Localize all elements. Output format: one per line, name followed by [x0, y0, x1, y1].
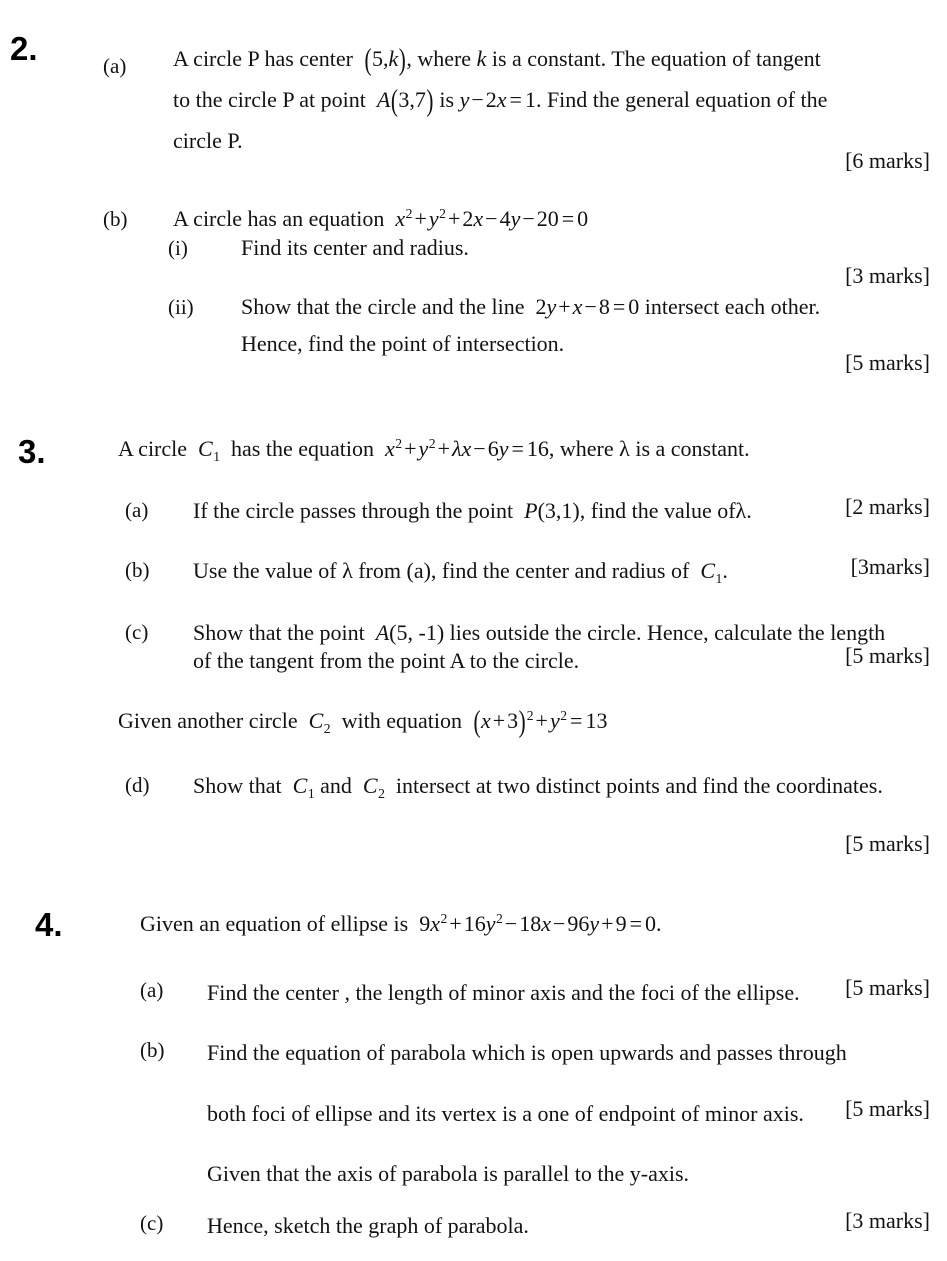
text-fragment: (5, -1) lies outside the circle. Hence, calculate the length	[389, 620, 886, 645]
text-fragment: If the circle passes through the point	[193, 498, 514, 523]
math-tangent-line: y−2x = 1	[459, 87, 536, 112]
question-3c-line-2: of the tangent from the point A to the circle.	[193, 648, 580, 673]
part-label-3c: (c)	[125, 620, 149, 644]
marks-3d: [5 marks]	[845, 831, 930, 856]
question-3d-line-1	[193, 765, 883, 806]
text-fragment: and	[320, 773, 352, 798]
text-fragment: Show that the point	[193, 620, 365, 645]
question-4a-line-1: Find the center , the length of minor axis and the foci of the ellipse.	[207, 980, 800, 1005]
question-number-3: 3.	[18, 433, 46, 470]
math-point-A37: A(3,7)	[371, 82, 434, 118]
part-label-3a: (a)	[125, 498, 149, 522]
text-fragment: is a constant.	[635, 436, 750, 461]
marks-3c: [5 marks]	[845, 643, 930, 668]
text-fragment: to the circle P at point	[173, 87, 366, 112]
part-label-2a: (a)	[103, 54, 127, 78]
question-number-2: 2.	[10, 30, 38, 67]
text-fragment: .	[746, 498, 752, 523]
math-C2: $C_2$	[303, 708, 331, 737]
math-A: A	[370, 620, 390, 645]
math-lambda: λ	[342, 558, 353, 583]
text-fragment: Given another circle	[118, 708, 298, 733]
math-center-5k: (5,k)	[364, 41, 406, 77]
math-k: k	[476, 46, 487, 71]
question-4b-line-2: both foci of ellipse and its vertex is a one of endpoint of minor axis.	[207, 1101, 804, 1126]
text-fragment: is	[439, 87, 455, 112]
marks-2bii: [5 marks]	[845, 350, 930, 375]
question-2a-line-2	[173, 79, 827, 121]
text-fragment: A circle	[118, 436, 188, 461]
text-fragment: A circle has an equation	[173, 206, 385, 231]
text-fragment: . Find the general equation of the	[535, 87, 828, 112]
text-fragment: .	[722, 558, 728, 583]
text-fragment: , where	[548, 436, 614, 461]
question-4-stem	[140, 903, 662, 944]
text-fragment: , where	[406, 46, 472, 71]
question-2bii-line-1	[241, 286, 820, 327]
part-label-2b: (b)	[103, 207, 128, 231]
math-circle-equation-3: $x^2+y^2+\lambda x-6y = 16$	[379, 435, 549, 461]
math-C1: $C_1$	[192, 436, 221, 465]
marks-2a: [6 marks]	[845, 148, 930, 173]
text-fragment: Use the value of	[193, 558, 337, 583]
marks-4b: [5 marks]	[845, 1096, 930, 1121]
question-2bi-line-1: Find its center and radius.	[241, 235, 469, 260]
marks-4c: [3 marks]	[845, 1208, 930, 1233]
math-C2: $C_2$	[357, 773, 385, 802]
marks-4a: [5 marks]	[845, 975, 930, 1000]
text-fragment: (3,1), find the value of	[537, 498, 736, 523]
text-fragment: has the equation	[231, 436, 374, 461]
text-fragment: from (a), find the center and radius of	[358, 558, 690, 583]
question-4c-line-1: Hence, sketch the graph of parabola.	[207, 1213, 529, 1238]
text-fragment: A circle P has center	[173, 46, 353, 71]
question-3-stem	[118, 428, 750, 469]
math-C1: $C_1$	[694, 558, 723, 587]
math-line-2b: 2y+x−8 = 0	[535, 294, 640, 319]
question-3b-line-1	[193, 550, 728, 591]
text-fragment: with equation	[341, 708, 462, 733]
math-C1: $C_1$	[287, 773, 315, 802]
part-label-4a: (a)	[140, 978, 164, 1002]
marks-3a: [2 marks]	[845, 494, 930, 519]
text-fragment: Show that	[193, 773, 282, 798]
question-4b-line-3: Given that the axis of parabola is parallel to the y-axis.	[207, 1161, 690, 1186]
math-circle-equation-C2: $(x+3)^2+y^2 = 13$	[473, 703, 608, 739]
question-3a-line-1	[193, 490, 752, 531]
question-number-4: 4.	[35, 906, 63, 943]
math-circle-equation-2b: $x^2+y^2+2x-4y-20 = 0$	[389, 205, 589, 231]
text-fragment: Show that the circle and the line	[241, 294, 525, 319]
question-3-interlude	[118, 700, 607, 742]
math-lambda: λ	[619, 436, 630, 461]
math-P: P	[518, 498, 538, 523]
question-4b-line-1: Find the equation of parabola which is open upwards and passes through	[207, 1040, 847, 1065]
part-label-3d: (d)	[125, 773, 150, 797]
part-label-3b: (b)	[125, 558, 150, 582]
math-lambda: λ	[735, 498, 747, 523]
math-ellipse-equation: $9x^2+16y^2-18x-96y+9 = 0$.	[419, 910, 662, 936]
part-label-2bi: (i)	[168, 236, 188, 260]
question-2bii-line-2: Hence, find the point of intersection.	[241, 331, 565, 356]
marks-2bi: [3 marks]	[845, 263, 930, 288]
part-label-4c: (c)	[140, 1211, 164, 1235]
text-fragment: intersect at two distinct points and find the coordinates.	[395, 773, 883, 798]
question-2a-line-1	[173, 38, 821, 80]
part-label-2bii: (ii)	[168, 295, 194, 319]
text-fragment: intersect each other.	[644, 294, 821, 319]
text-fragment: is a constant. The equation of tangent	[491, 46, 821, 71]
marks-3b: [3marks]	[850, 554, 930, 579]
text-fragment: Given an equation of ellipse is	[140, 911, 409, 936]
part-label-4b: (b)	[140, 1038, 165, 1062]
question-2a-line-3: circle P.	[173, 128, 243, 153]
